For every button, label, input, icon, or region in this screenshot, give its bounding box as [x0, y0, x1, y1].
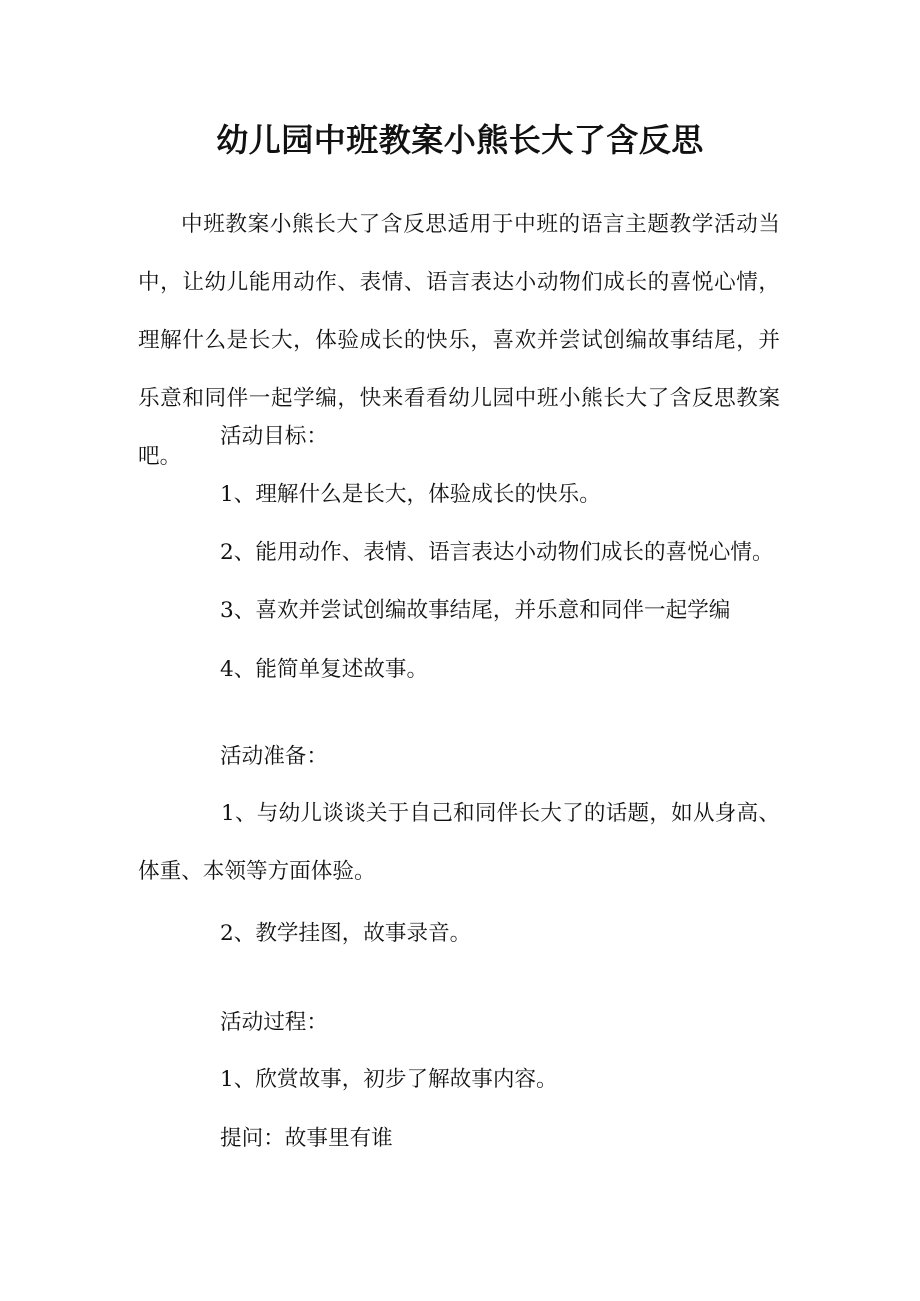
goal-item-4: 4、能简单复述故事。: [220, 657, 429, 682]
goal-item-1: 1、理解什么是长大，体验成长的快乐。: [220, 482, 601, 507]
preparation-item-1: 1、与幼儿谈谈关于自己和同伴长大了的话题，如从身高、体重、本领等方面体验。: [138, 801, 780, 884]
process-item-1: 1、欣赏故事，初步了解故事内容。: [220, 1067, 558, 1092]
goal-item-3: 3、喜欢并尝试创编故事结尾，并乐意和同伴一起学编: [220, 598, 731, 623]
process-question: 提问：故事里有谁: [220, 1126, 393, 1151]
goal-item-2: 2、能用动作、表情、语言表达小动物们成长的喜悦心情。: [220, 540, 774, 565]
preparation-heading: 活动准备：: [220, 744, 328, 769]
document-title: 幼儿园中班教案小熊长大了含反思: [216, 121, 704, 159]
preparation-item-2: 2、教学挂图，故事录音。: [220, 921, 472, 946]
goals-heading: 活动目标：: [220, 424, 328, 449]
process-heading: 活动过程：: [220, 1010, 328, 1035]
intro-paragraph: 中班教案小熊长大了含反思适用于中班的语言主题教学活动当中，让幼儿能用动作、表情、语言表达小动物们成长的喜悦心情，理解什么是长大，体验成长的快乐，喜欢并尝试创编故事结尾，并乐意和同伴一起学编，快来看看幼儿园中班小熊长大了含反思教案吧。: [138, 212, 780, 469]
